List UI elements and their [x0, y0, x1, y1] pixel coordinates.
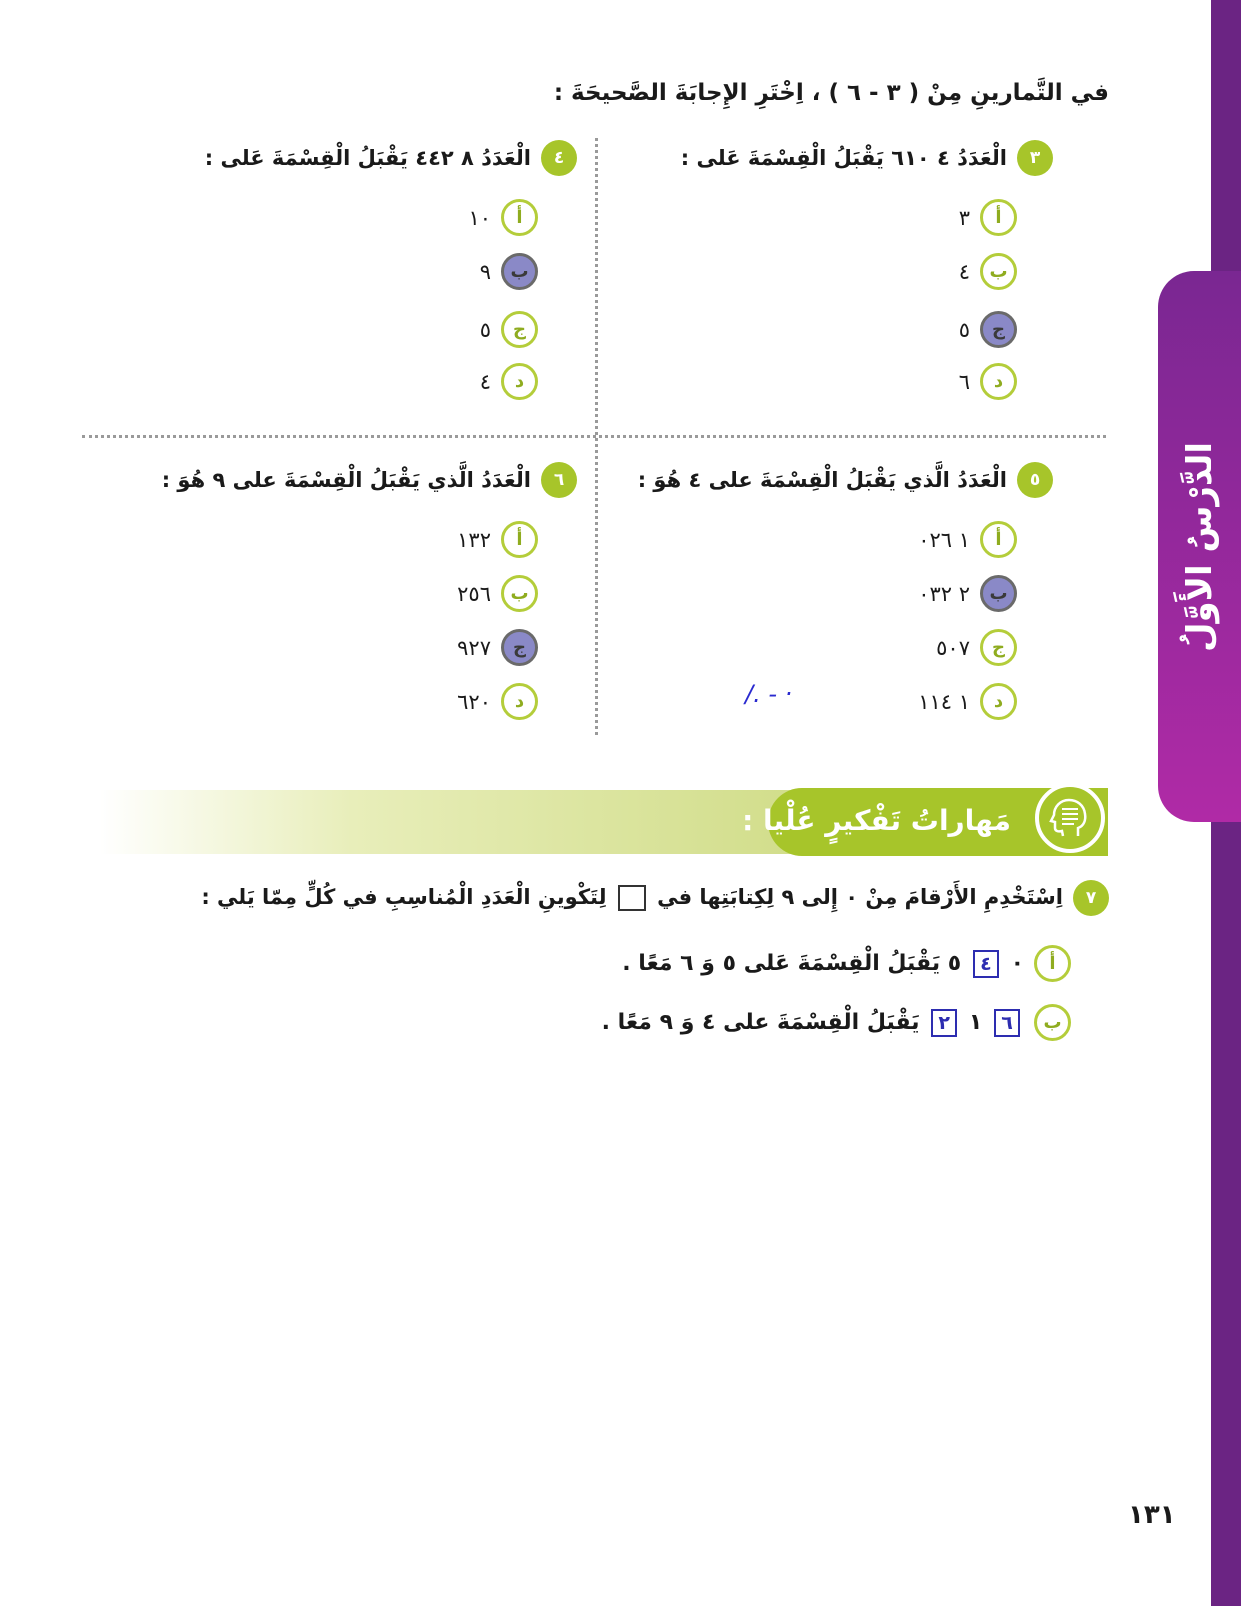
q3-option-c[interactable]: [959, 311, 1017, 348]
q4-option-a[interactable]: [468, 199, 538, 236]
option-letter-selected: ج: [501, 629, 538, 666]
option-value: ٩٢٧: [457, 635, 491, 660]
part-text: [622, 950, 1024, 978]
question-number: ٦: [541, 462, 577, 498]
option-letter-selected: ب: [501, 253, 538, 290]
question-4: [205, 140, 577, 176]
question-5: [638, 462, 1053, 498]
part-lead: ٠: [1010, 950, 1024, 976]
option-value: ١٣٢: [457, 527, 491, 552]
question-3: [681, 140, 1053, 176]
answer-box[interactable]: ٢: [931, 1009, 957, 1037]
q7-part-a: [622, 945, 1071, 982]
question-7: [201, 880, 1109, 916]
option-value: ٢ ٠٣٢: [918, 581, 970, 606]
option-value: ٢٥٦: [457, 581, 491, 606]
option-letter: د: [980, 683, 1017, 720]
option-letter-selected: ج: [980, 311, 1017, 348]
option-value: ٥٠٧: [936, 635, 970, 660]
question-6: [162, 462, 577, 498]
option-value: ٦: [958, 369, 970, 394]
q4-option-d[interactable]: [480, 363, 538, 400]
answer-box[interactable]: ٤: [973, 950, 999, 978]
question-number: ٥: [1017, 462, 1053, 498]
q3-option-d[interactable]: [959, 363, 1017, 400]
question-number: ٣: [1017, 140, 1053, 176]
option-letter: أ: [501, 521, 538, 558]
q5-option-a[interactable]: [918, 521, 1017, 558]
skills-banner-title: مَهاراتُ تَفْكيرٍ عُلْيا :: [742, 804, 1011, 837]
part-letter: أ: [1034, 945, 1071, 982]
option-value: ٤: [479, 369, 491, 394]
q5-option-b[interactable]: [918, 575, 1017, 612]
q7-text-after: لِتَكْوينِ الْعَدَدِ الْمُناسِبِ في كُلٍّ مِمّا يَلي :: [201, 885, 607, 909]
option-value: ١ ١١٤: [918, 689, 970, 714]
question-text: الْعَدَدُ الَّذي يَقْبَلُ الْقِسْمَةَ على ٩ هُوَ :: [161, 468, 531, 492]
part-letter: ب: [1034, 1004, 1071, 1041]
thinking-head-icon: [1035, 783, 1105, 853]
option-value: ١ ٠٢٦: [918, 527, 970, 552]
part-tail: ٥ يَقْبَلُ الْقِسْمَةَ عَلى ٥ وَ ٦ مَعًا .: [622, 950, 962, 976]
instruction: في التَّمارينِ مِنْ ( ٣ - ٦ ) ، اِخْتَرِ الإِجابَةَ الصَّحيحَةَ :: [553, 80, 1109, 106]
handwritten-note: /. - ·: [745, 680, 793, 708]
question-text: الْعَدَدُ ٤ ٦١٠ يَقْبَلُ الْقِسْمَةَ عَلى :: [680, 146, 1007, 170]
horizontal-divider: [82, 435, 1106, 438]
option-letter: د: [501, 683, 538, 720]
q5-option-d[interactable]: [918, 683, 1017, 720]
option-letter: أ: [501, 199, 538, 236]
option-value: ٥: [958, 317, 970, 342]
question-text: [201, 885, 1063, 911]
q6-option-b[interactable]: [457, 575, 538, 612]
q3-option-a[interactable]: [959, 199, 1017, 236]
q6-option-d[interactable]: [457, 683, 538, 720]
option-letter: ب: [980, 253, 1017, 290]
option-letter-selected: ب: [980, 575, 1017, 612]
option-value: ٣: [958, 205, 970, 230]
part-text: [602, 1009, 1024, 1037]
question-text: الْعَدَدُ ٨ ٤٤٢ يَقْبَلُ الْقِسْمَةَ عَلى :: [204, 146, 531, 170]
question-text: الْعَدَدُ الَّذي يَقْبَلُ الْقِسْمَةَ على ٤ هُوَ :: [637, 468, 1007, 492]
option-value: ٤: [958, 259, 970, 284]
option-letter: ج: [980, 629, 1017, 666]
option-letter: أ: [980, 521, 1017, 558]
option-letter: د: [980, 363, 1017, 400]
q4-option-b[interactable]: [480, 253, 538, 290]
q3-option-b[interactable]: [959, 253, 1017, 290]
option-letter: ب: [501, 575, 538, 612]
part-tail: يَقْبَلُ الْقِسْمَةَ على ٤ وَ ٩ مَعًا .: [601, 1009, 920, 1035]
lesson-tab-label-wrap: [1158, 271, 1241, 822]
option-value: ٥: [479, 317, 491, 342]
q7-text-before: اِسْتَخْدِمِ الأَرْقامَ مِنْ ٠ إِلى ٩ لِكِتابَتِها في: [657, 885, 1063, 909]
empty-box-icon: [618, 885, 646, 911]
option-letter: ج: [501, 311, 538, 348]
option-value: ٩: [479, 259, 491, 284]
page-number: ١٣١: [1128, 1500, 1176, 1530]
option-letter: د: [501, 363, 538, 400]
question-number: ٤: [541, 140, 577, 176]
q7-part-b: [602, 1004, 1071, 1041]
q6-option-a[interactable]: [457, 521, 538, 558]
answer-box[interactable]: ٦: [994, 1009, 1020, 1037]
option-letter: أ: [980, 199, 1017, 236]
option-value: ١٠: [468, 205, 491, 230]
option-value: ٦٢٠: [457, 689, 491, 714]
q6-option-c[interactable]: [457, 629, 538, 666]
q4-option-c[interactable]: [480, 311, 538, 348]
q5-option-c[interactable]: [936, 629, 1017, 666]
lesson-tab-label: الدَّرْسُ الأَوَّلُ: [1179, 441, 1220, 652]
question-number: ٧: [1073, 880, 1109, 916]
part-lead: ١: [968, 1009, 983, 1035]
